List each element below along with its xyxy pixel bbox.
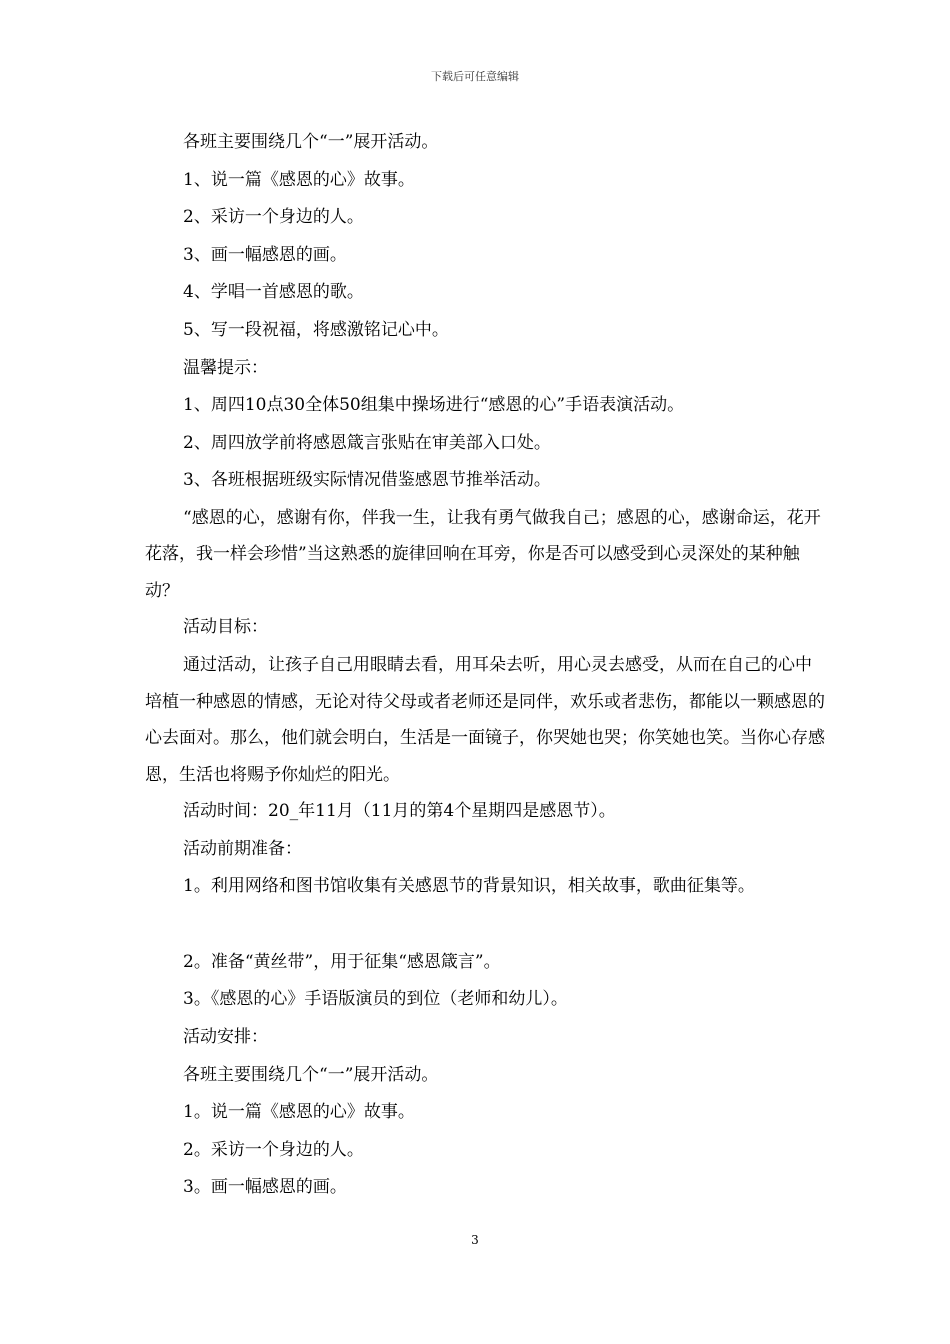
section-heading: 温馨提示： [183,357,268,378]
paragraph: 各班主要围绕几个“一”展开活动。 [183,132,439,152]
list-item: 2。准备“黄丝带”，用于征集“感恩箴言”。 [183,951,501,972]
list-item: 1。说一篇《感恩的心》故事。 [183,1102,415,1123]
list-item: 1、周四10点30全体50组集中操场进行“感恩的心”手语表演活动。 [183,395,685,416]
list-item: 5、写一段祝福，将感激铭记心中。 [183,319,449,340]
section-heading: 活动前期准备： [183,838,302,859]
list-item: 3、画一幅感恩的画。 [183,244,347,265]
list-item: 2、采访一个身边的人。 [183,207,364,228]
page-header: 下载后可任意编辑 [431,70,519,83]
list-item: 2。采访一个身边的人。 [183,1139,364,1160]
time-line: 活动时间：20_年11月（11月的第4个星期四是感恩节）。 [183,801,616,822]
paragraph: 各班主要围绕几个“一”展开活动。 [183,1064,439,1085]
document-body [145,124,825,1207]
section-heading: 活动安排： [183,1027,268,1047]
quote-paragraph: “感恩的心，感谢有你，伴我一生，让我有勇气做我自己；感恩的心，感谢命运，花开花落，我一样会珍惜”当这熟悉的旋律回响在耳旁，你是否可以感受到心灵深处的某种触动？ [145,507,821,601]
list-item: 1、说一篇《感恩的心》故事。 [183,169,415,190]
page-number: 3 [471,1233,479,1247]
blank-line [145,906,825,944]
section-heading: 活动目标： [183,617,268,638]
list-item: 4、学唱一首感恩的歌。 [183,282,364,303]
list-item: 2、周四放学前将感恩箴言张贴在审美部入口处。 [183,432,551,453]
list-item: 3。《感恩的心》手语版演员的到位（老师和幼儿）。 [183,989,568,1010]
list-item: 3。画一幅感恩的画。 [183,1177,347,1198]
goal-paragraph: 通过活动，让孩子自己用眼睛去看，用耳朵去听，用心灵去感受，从而在自己的心中培植一种感恩的情感，无论对待父母或者老师还是同伴，欢乐或者悲伤，都能以一颗感恩的心去面对。那么，他们就会明白，生活是一面镜子，你哭她也哭；你笑她也笑。当你心存感恩，生活也将赐予你灿烂的阳光。 [145,655,825,785]
list-item: 1。利用网络和图书馆收集有关感恩节的背景知识，相关故事，歌曲征集等。 [183,876,755,897]
list-item: 3、各班根据班级实际情况借鉴感恩节推举活动。 [183,470,551,491]
